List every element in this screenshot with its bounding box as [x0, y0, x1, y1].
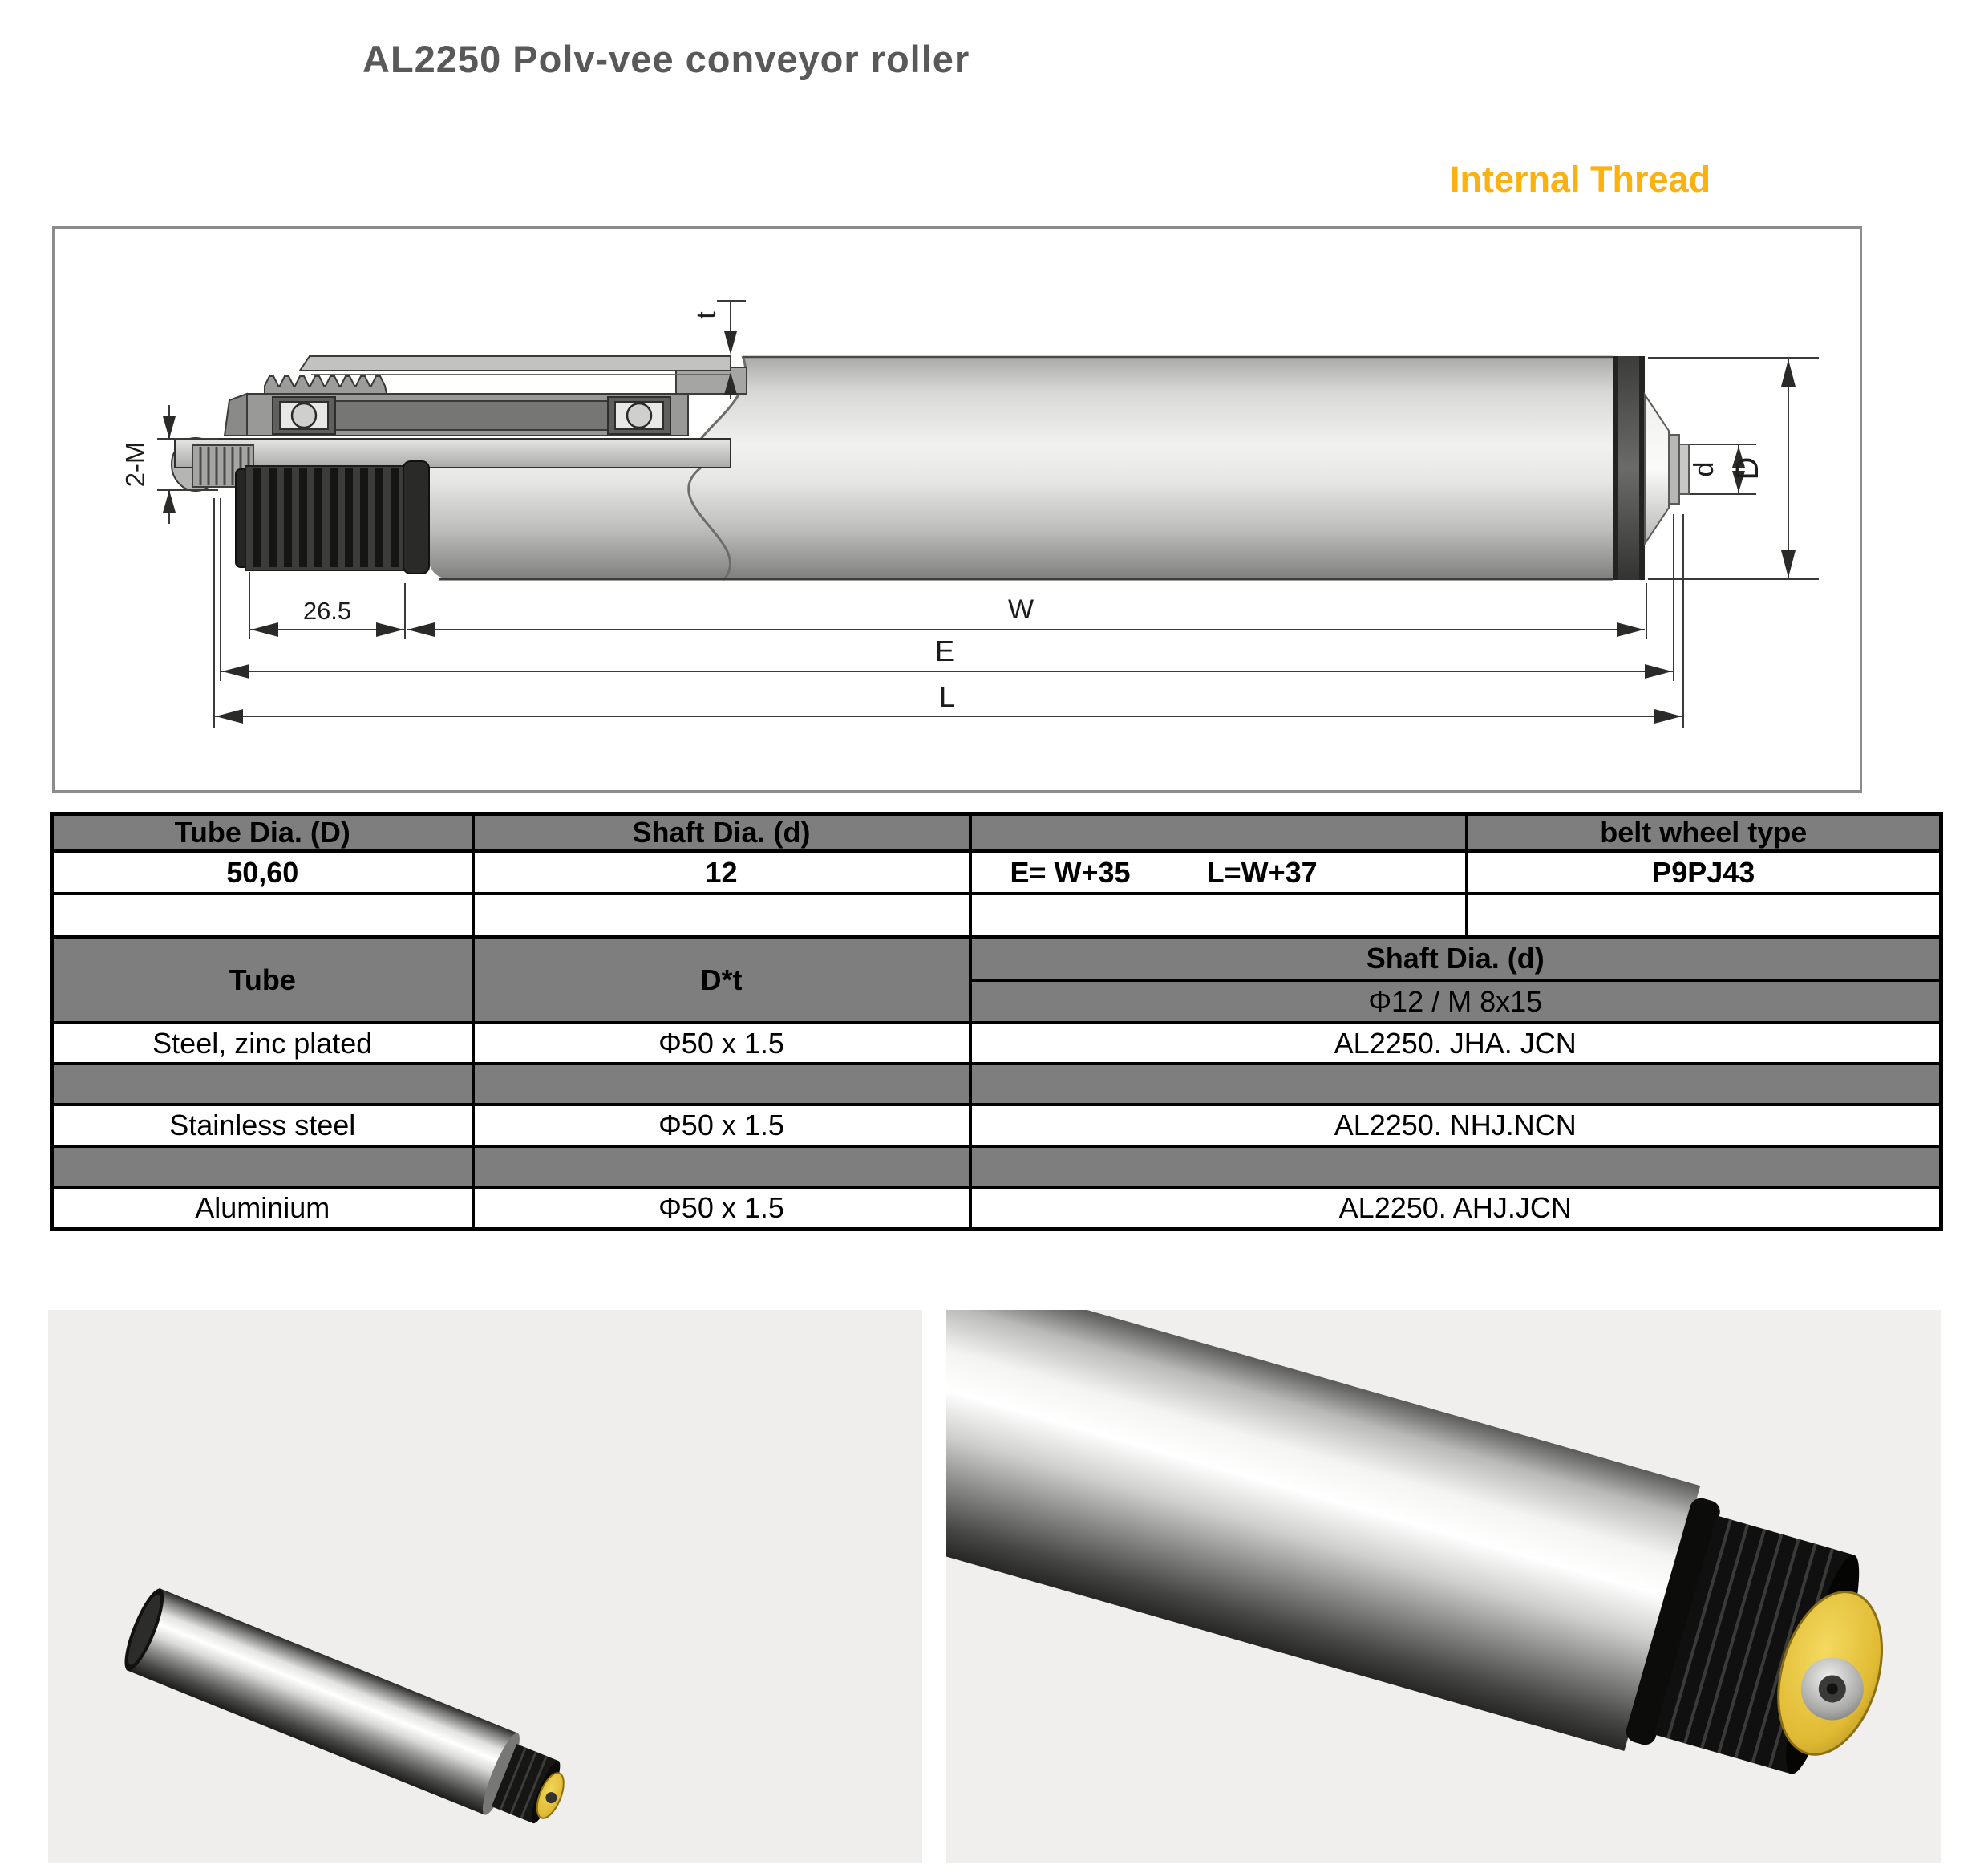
cell-header-shaft-sub: Φ12 / M 8x15 — [970, 980, 1941, 1023]
roller-photo-closeup — [946, 1310, 1941, 1863]
dim-d-big-label: D — [1730, 456, 1765, 480]
dim-2m-label: 2-M — [120, 441, 150, 488]
cell-header-empty — [970, 814, 1467, 852]
dim-w-label: W — [1007, 594, 1034, 625]
cell-dt-0: Φ50 x 1.5 — [473, 1023, 970, 1064]
cell-dt-1: Φ50 x 1.5 — [473, 1105, 970, 1146]
spacer-cell — [970, 1064, 1941, 1105]
table-row — [52, 1187, 1941, 1229]
empty-cell — [473, 894, 970, 937]
dim-e-label: E — [934, 634, 955, 667]
cell-material-1: Stainless steel — [52, 1105, 473, 1146]
poly-vee-wheel — [236, 461, 429, 574]
spec-table — [50, 812, 1943, 1231]
bearing-housing-section — [225, 356, 731, 436]
table-row — [52, 894, 1941, 937]
technical-drawing-panel — [52, 226, 1862, 793]
spacer-cell — [473, 1146, 970, 1187]
cell-header-shaft-dia: Shaft Dia. (d) — [473, 814, 970, 852]
table-row — [52, 814, 1941, 852]
table-row — [52, 851, 1941, 894]
cell-header-dt: D*t — [473, 937, 970, 1023]
formula-e: E= W+35 — [1010, 855, 1131, 889]
cell-dt-2: Φ50 x 1.5 — [473, 1187, 970, 1229]
roller-section-drawing — [55, 229, 1860, 790]
tube-end-cap — [1613, 356, 1689, 580]
page-title: AL2250 Polv-vee conveyor roller — [362, 38, 970, 80]
cell-belt-wheel-value: P9PJ43 — [1467, 851, 1941, 894]
cell-code-2: AL2250. AHJ.JCN — [970, 1187, 1941, 1229]
table-row — [52, 1064, 1941, 1105]
table-row — [52, 1023, 1941, 1064]
empty-cell — [970, 894, 1467, 937]
cell-header-belt-wheel: belt wheel type — [1467, 814, 1941, 852]
cell-header-tube: Tube — [52, 937, 473, 1023]
table-row — [52, 1146, 1941, 1187]
spacer-cell — [52, 1146, 473, 1187]
empty-cell — [52, 894, 473, 937]
dim-l-label: L — [938, 680, 956, 713]
dim-265-label: 26.5 — [302, 597, 352, 625]
dim-t-label: t — [691, 311, 722, 319]
table-row — [52, 937, 1941, 980]
cell-code-1: AL2250. NHJ.NCN — [970, 1105, 1941, 1146]
thread-type-label: Internal Thread — [1450, 159, 1711, 200]
cell-material-2: Aluminium — [52, 1187, 473, 1229]
cell-header-shaft: Shaft Dia. (d) — [970, 937, 1941, 980]
cell-shaft-dia-value: 12 — [473, 851, 970, 894]
spacer-cell — [52, 1064, 473, 1105]
formula-l: L=W+37 — [1206, 855, 1318, 889]
table-row — [52, 1105, 1941, 1146]
cell-header-tube-dia: Tube Dia. (D) — [52, 814, 473, 852]
cell-material-0: Steel, zinc plated — [52, 1023, 473, 1064]
empty-cell — [1467, 894, 1941, 937]
roller-photo-full — [48, 1310, 922, 1863]
cell-code-0: AL2250. JHA. JCN — [970, 1023, 1941, 1064]
cell-tube-dia-value: 50,60 — [52, 851, 473, 894]
spacer-cell — [970, 1146, 1941, 1187]
spacer-cell — [473, 1064, 970, 1105]
dim-d-small-label: d — [1689, 461, 1719, 477]
cell-length-formulas — [970, 851, 1467, 894]
